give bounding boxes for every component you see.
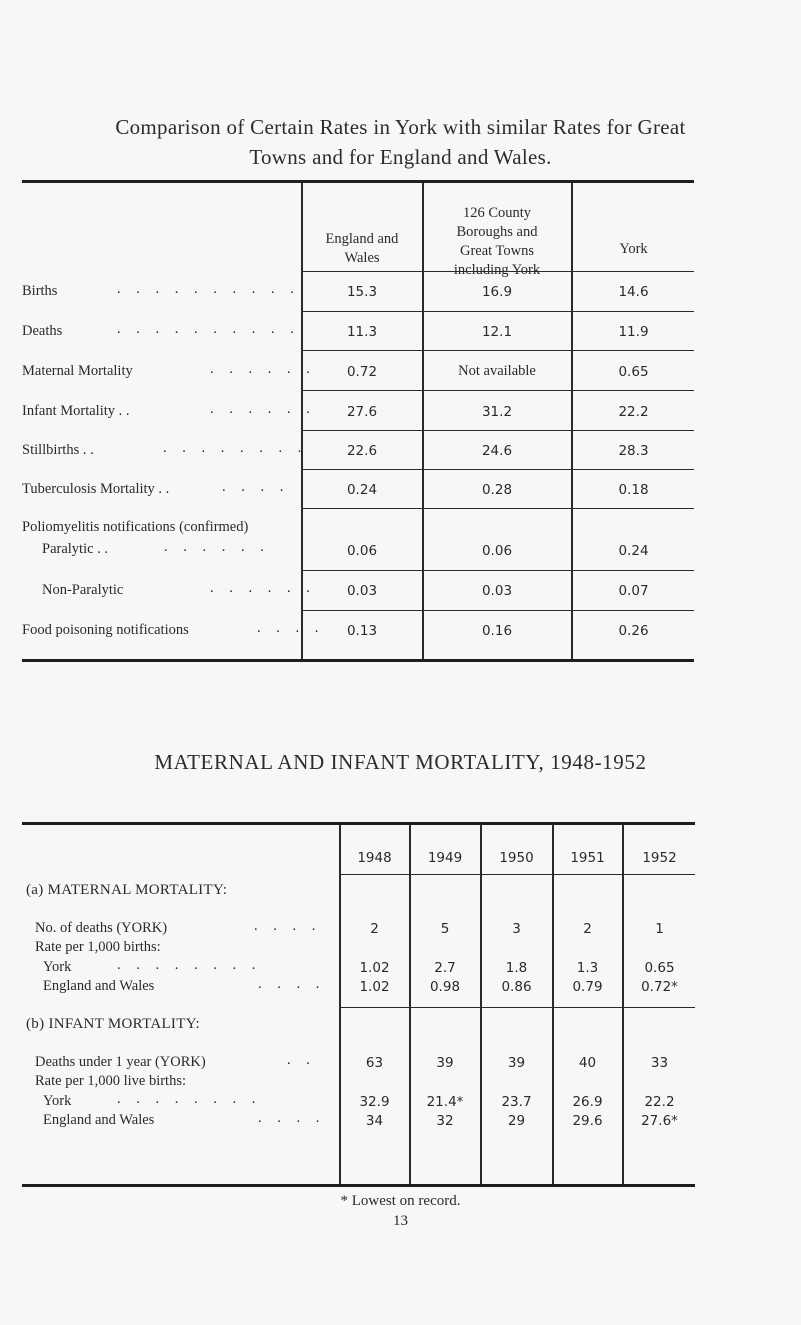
cell-england: 0.03 (346, 583, 378, 599)
cell-england: 0.24 (346, 482, 378, 498)
row-label: England and Wales (43, 978, 155, 994)
leader-dots: . . . . (257, 620, 325, 636)
page-number: 13 (393, 1213, 408, 1229)
cell: 32.9 (359, 1094, 390, 1110)
cell: 3 (512, 921, 521, 937)
leader-dots: . . . . (254, 918, 322, 934)
cell-york: 28.3 (618, 443, 649, 459)
row-divider (301, 469, 694, 470)
cell: 1.02 (359, 960, 390, 976)
cell-england: 27.6 (346, 404, 378, 420)
row-divider (301, 508, 694, 509)
comparison-table (22, 180, 694, 662)
rate-label: Rate per 1,000 live births: (35, 1073, 187, 1089)
row-label: Stillbirths . . (22, 442, 94, 458)
cell-york: 11.9 (618, 324, 649, 340)
cell-county: 0.16 (481, 623, 513, 639)
row-label: Non-Paralytic (42, 582, 124, 598)
cell: 5 (440, 921, 450, 937)
row-divider (301, 390, 694, 391)
row-sublabel: Paralytic . . (42, 541, 109, 557)
leader-dots: . . . . . . . . . . (117, 281, 300, 297)
cell-york: 14.6 (618, 284, 649, 300)
cell: 33 (650, 1055, 669, 1071)
year-header: 1948 (357, 850, 392, 866)
cell: 2 (370, 921, 379, 937)
cell: 29 (507, 1113, 526, 1129)
cell: 1.02 (359, 979, 390, 995)
leader-dots: . . . . . . (210, 361, 316, 377)
leader-dots: . . . . . . (210, 401, 316, 417)
row-divider (301, 311, 694, 312)
year-header: 1951 (570, 850, 605, 866)
title-line-2: Towns and for England and Wales. (249, 145, 552, 169)
cell-england: 11.3 (346, 324, 378, 340)
row-label: Deaths under 1 year (YORK) (35, 1054, 206, 1070)
cell: 27.6* (641, 1113, 678, 1129)
cell-county: 0.03 (481, 583, 513, 599)
cell: 0.79 (572, 979, 603, 995)
row-label: Food poisoning notifications (22, 622, 189, 638)
cell-county: 16.9 (481, 284, 513, 300)
cell-county: 24.6 (481, 443, 513, 459)
cell-county: 0.06 (481, 543, 513, 559)
leader-dots: . . . . . . . . (163, 440, 308, 456)
row-label: Deaths (22, 323, 63, 339)
cell-york: 0.24 (618, 543, 649, 559)
cell: 34 (365, 1113, 384, 1129)
column-divider (552, 825, 554, 1184)
year-header: 1952 (642, 850, 677, 866)
leader-dots: . . . . . . . . . . (117, 321, 300, 337)
page-title (0, 112, 801, 172)
cell: 1 (655, 921, 664, 937)
leader-dots: . . . . . . (164, 539, 270, 555)
cell-county: 0.28 (481, 482, 513, 498)
year-header: 1950 (499, 850, 534, 866)
cell-york: 0.07 (618, 583, 649, 599)
leader-dots: . . . . . . (210, 580, 316, 596)
header-york: York (619, 241, 648, 257)
column-divider (409, 825, 411, 1184)
cell: 39 (436, 1055, 454, 1071)
cell-england: 22.6 (346, 443, 378, 459)
cell: 63 (365, 1055, 384, 1071)
cell-england: 0.72 (346, 364, 378, 380)
cell: 40 (578, 1055, 597, 1071)
leader-dots: . . . . (258, 1110, 326, 1126)
header-county-boroughs: 126 County Boroughs and Great Towns including York (453, 205, 541, 278)
row-label: Infant Mortality . . (22, 403, 130, 419)
row-label: Births (22, 283, 58, 299)
cell: 0.72* (641, 979, 678, 995)
cell: 0.98 (429, 979, 461, 995)
leader-dots: . . (287, 1052, 316, 1068)
cell: 32 (436, 1113, 454, 1129)
cell: 0.65 (644, 960, 675, 976)
cell-county: 12.1 (481, 324, 513, 340)
cell: 1.3 (576, 960, 599, 976)
cell-england: 0.13 (346, 623, 378, 639)
leader-dots: . . . . (222, 479, 290, 495)
column-divider (480, 825, 482, 1184)
row-label: England and Wales (43, 1112, 155, 1128)
cell-england: 15.3 (346, 284, 378, 300)
cell-york: 22.2 (618, 404, 649, 420)
cell: 1.8 (505, 960, 528, 976)
row-divider (339, 874, 695, 875)
cell: 39 (507, 1055, 526, 1071)
table-bottom-rule (22, 659, 694, 662)
cell: 21.4* (426, 1094, 464, 1110)
cell: 22.2 (644, 1094, 675, 1110)
year-header: 1949 (427, 850, 463, 866)
section-b-heading: (b) INFANT MORTALITY: (26, 1016, 200, 1032)
cell: 26.9 (572, 1094, 603, 1110)
section-a-heading: (a) MATERNAL MORTALITY: (26, 882, 228, 898)
title-line-1: Comparison of Certain Rates in York with similar Rates for Great (115, 115, 686, 139)
cell-england: 0.06 (346, 543, 378, 559)
table-top-rule (22, 180, 694, 183)
row-label: York (43, 1093, 72, 1109)
cell: 2.7 (434, 960, 456, 976)
cell-york: 0.18 (618, 482, 649, 498)
table-bottom-rule (22, 1184, 695, 1187)
leader-dots: . . . . . . . . (117, 957, 262, 973)
row-divider (339, 1007, 695, 1008)
row-divider (301, 430, 694, 431)
leader-dots: . . . . (258, 976, 326, 992)
table-top-rule (22, 822, 695, 825)
cell-york: 0.26 (618, 623, 649, 639)
cell: 23.7 (501, 1094, 532, 1110)
footnote: * Lowest on record. (340, 1193, 461, 1209)
section-title: MATERNAL AND INFANT MORTALITY, 1948-1952 (154, 750, 647, 774)
row-divider (301, 350, 694, 351)
row-divider (301, 570, 694, 571)
column-divider (339, 825, 341, 1184)
cell: 29.6 (572, 1113, 603, 1129)
row-label: Poliomyelitis notifications (confirmed) (22, 519, 249, 535)
cell-york: 0.65 (618, 364, 649, 380)
header-england-wales: England and Wales (325, 231, 399, 266)
cell: 2 (583, 921, 592, 937)
mortality-table (22, 822, 695, 1187)
row-label: Tuberculosis Mortality . . (22, 481, 170, 497)
cell: 0.86 (501, 979, 532, 995)
column-divider (622, 825, 624, 1184)
cell-county: Not available (458, 363, 536, 379)
cell-county: 31.2 (481, 404, 513, 420)
row-divider (301, 610, 694, 611)
rate-label: Rate per 1,000 births: (35, 939, 161, 955)
row-label: York (43, 959, 72, 975)
row-label: No. of deaths (YORK) (35, 920, 168, 936)
row-label: Maternal Mortality (22, 363, 133, 379)
leader-dots: . . . . . . . . (117, 1091, 262, 1107)
